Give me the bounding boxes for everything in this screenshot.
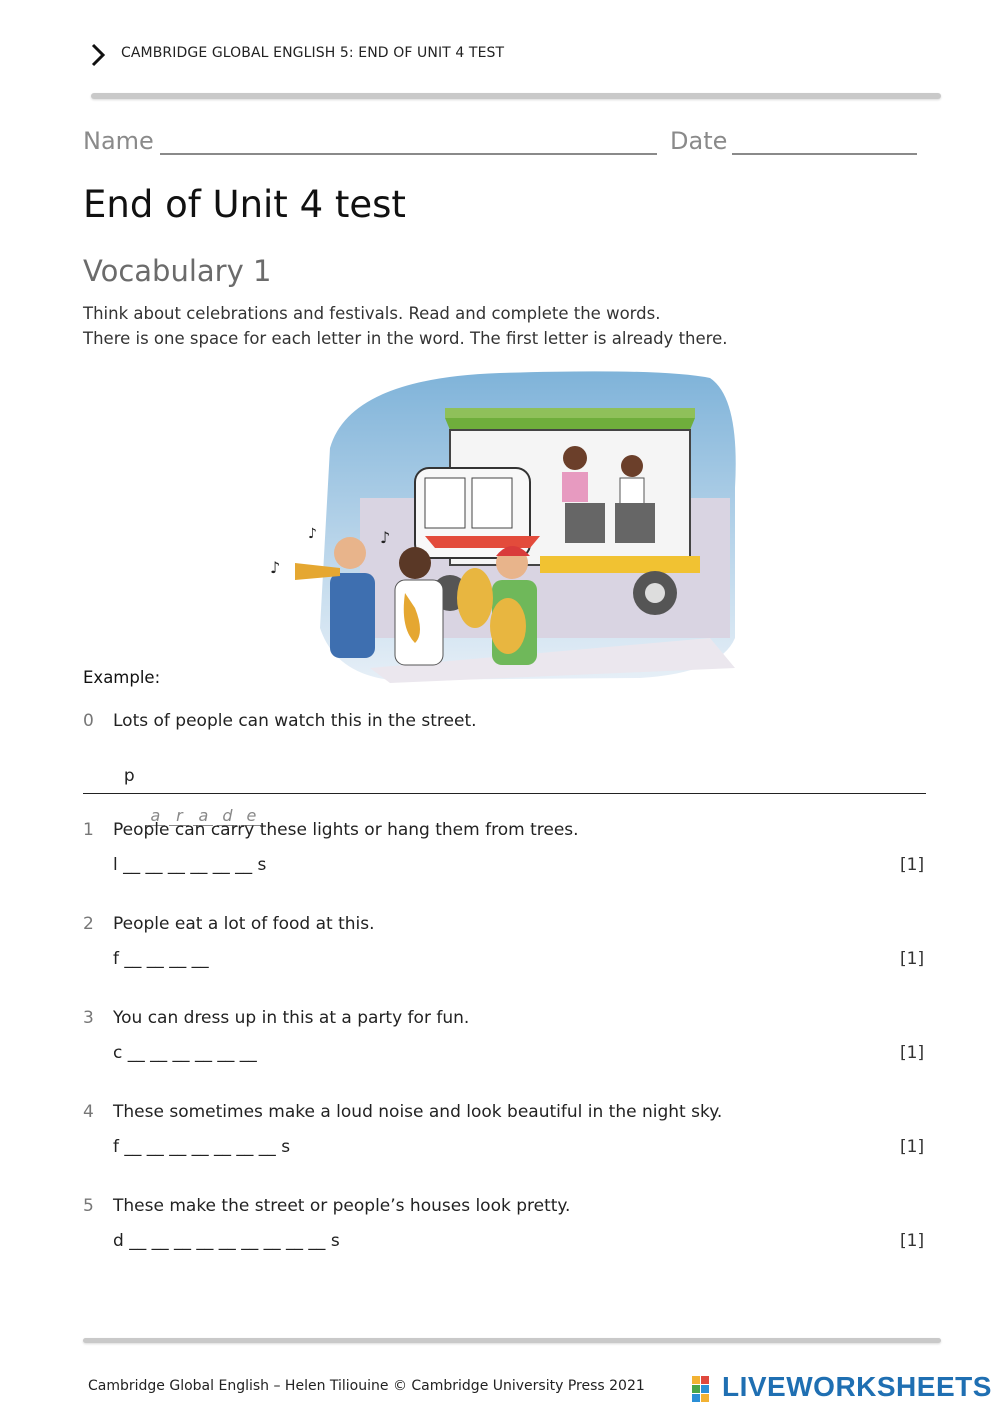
example-divider: [83, 793, 926, 794]
festival-parade-illustration: [240, 368, 740, 686]
instruction-line-2: There is one space for each letter in the word. The first letter is already there.: [83, 329, 728, 348]
example-letter: a: [145, 806, 165, 826]
question-number: 2: [83, 914, 94, 934]
svg-text:♪: ♪: [308, 526, 317, 542]
svg-text:♪: ♪: [270, 558, 281, 577]
date-field[interactable]: [732, 153, 917, 155]
marks-label: [1]: [900, 855, 925, 875]
question-number: 5: [83, 1196, 94, 1216]
chevron-right-icon: [88, 42, 110, 68]
svg-text:♪: ♪: [380, 528, 391, 547]
example-number: 0: [83, 711, 94, 731]
question-text: You can dress up in this at a party for fun.: [113, 1008, 470, 1028]
question-text: These sometimes make a loud noise and look beautiful in the night sky.: [113, 1102, 723, 1122]
header-divider: [91, 93, 941, 99]
question-text: People can carry these lights or hang them from trees.: [113, 820, 579, 840]
question-number: 1: [83, 820, 94, 840]
example-question: Lots of people can watch this in the street.: [113, 711, 477, 731]
question-number: 4: [83, 1102, 94, 1122]
marks-label: [1]: [900, 1137, 925, 1157]
question-number: 3: [83, 1008, 94, 1028]
example-letter: d: [217, 806, 237, 826]
answer-field[interactable]: d __ __ __ __ __ __ __ __ __ s: [113, 1231, 340, 1251]
header-title: CAMBRIDGE GLOBAL ENGLISH 5: END OF UNIT 4 TEST: [121, 45, 505, 61]
name-label: Name: [83, 127, 154, 155]
example-first-letter: p: [123, 766, 135, 786]
footer-credit: Cambridge Global English – Helen Tiliouine © Cambridge University Press 2021: [88, 1378, 645, 1394]
name-field[interactable]: [160, 153, 657, 155]
answer-field[interactable]: l __ __ __ __ __ __ s: [113, 855, 267, 875]
answer-field[interactable]: c __ __ __ __ __ __: [113, 1043, 257, 1063]
marks-label: [1]: [900, 1231, 925, 1251]
footer-divider: [83, 1338, 941, 1343]
question-text: People eat a lot of food at this.: [113, 914, 375, 934]
example-letter: r: [169, 806, 189, 826]
example-letter: e: [241, 806, 261, 826]
marks-label: [1]: [900, 949, 925, 969]
section-title: Vocabulary 1: [83, 254, 272, 288]
liveworksheets-brand[interactable]: LIVEWORKSHEETS: [722, 1371, 992, 1402]
date-label: Date: [670, 127, 728, 155]
example-letter: a: [193, 806, 213, 826]
instruction-line-1: Think about celebrations and festivals. Read and complete the words.: [83, 304, 661, 323]
marks-label: [1]: [900, 1043, 925, 1063]
question-text: These make the street or people’s houses look pretty.: [113, 1196, 571, 1216]
example-label: Example:: [83, 668, 161, 687]
answer-field[interactable]: f __ __ __ __: [113, 949, 209, 969]
liveworksheets-logo-icon: [692, 1376, 718, 1404]
page-title: End of Unit 4 test: [83, 183, 406, 226]
answer-field[interactable]: f __ __ __ __ __ __ __ s: [113, 1137, 291, 1157]
